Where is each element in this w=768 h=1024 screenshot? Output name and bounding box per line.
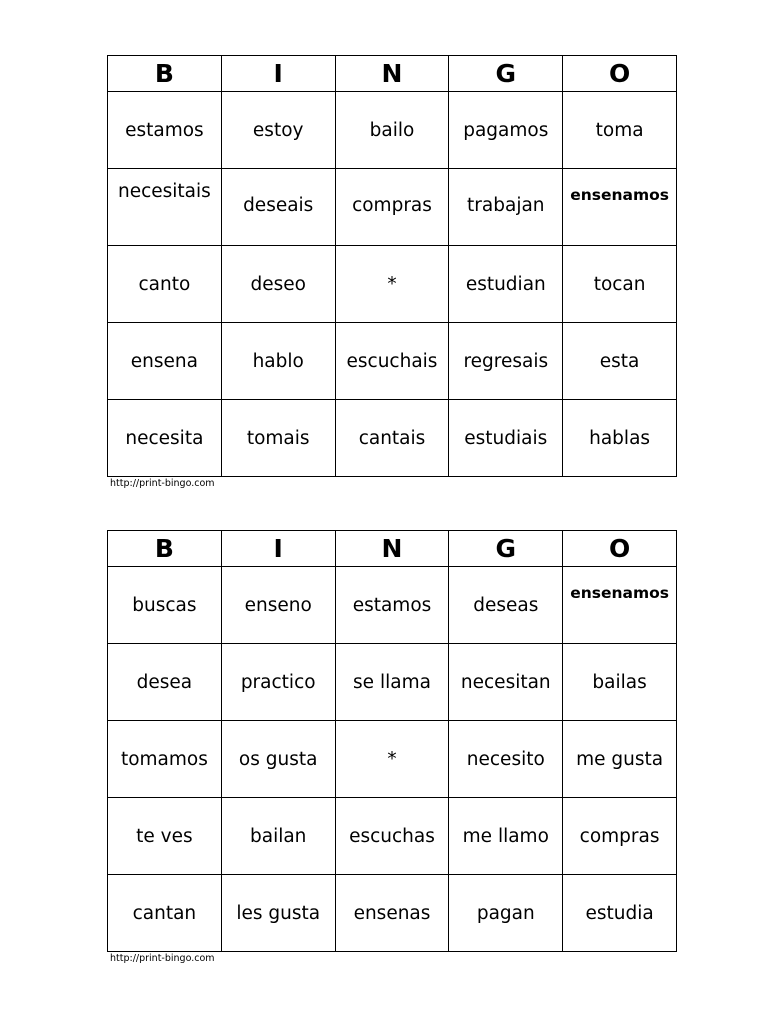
bingo-cell: ensenamos: [563, 169, 677, 246]
bingo-header-row: [108, 56, 677, 92]
bingo-row: [108, 875, 677, 952]
bingo-cell: trabajan: [449, 169, 563, 246]
footer-url: http://print-bingo.com: [110, 478, 215, 489]
bingo-cell: bailas: [563, 644, 677, 721]
bingo-grid: [107, 530, 677, 952]
footer-url: http://print-bingo.com: [110, 953, 215, 964]
bingo-cell: canto: [108, 246, 222, 323]
bingo-grid: [107, 55, 677, 477]
bingo-cell: tocan: [563, 246, 677, 323]
bingo-row: [108, 246, 677, 323]
bingo-row: [108, 798, 677, 875]
header-letter-n: N: [335, 56, 449, 92]
bingo-row: [108, 323, 677, 400]
bingo-cell: estudian: [449, 246, 563, 323]
bingo-cell: estamos: [108, 92, 222, 169]
bingo-cell: estamos: [335, 567, 449, 644]
bingo-row: [108, 92, 677, 169]
bingo-cell: hablo: [221, 323, 335, 400]
bingo-cell: hablas: [563, 400, 677, 477]
bingo-cell: te ves: [108, 798, 222, 875]
bingo-cell: necesitais: [108, 169, 222, 246]
bingo-cell: escuchais: [335, 323, 449, 400]
bingo-cell: se llama: [335, 644, 449, 721]
bingo-cell: desea: [108, 644, 222, 721]
bingo-cell: estudiais: [449, 400, 563, 477]
bingo-cell: enseno: [221, 567, 335, 644]
bingo-cell: ensenamos: [563, 567, 677, 644]
bingo-row: [108, 567, 677, 644]
header-letter-o: O: [563, 531, 677, 567]
bingo-row: [108, 644, 677, 721]
bingo-cell: me gusta: [563, 721, 677, 798]
free-space-cell: *: [335, 246, 449, 323]
bingo-row: [108, 169, 677, 246]
bingo-cell: esta: [563, 323, 677, 400]
bingo-card-1: [107, 55, 677, 490]
bingo-cell: pagamos: [449, 92, 563, 169]
bingo-cell: me llamo: [449, 798, 563, 875]
bingo-cell: deseo: [221, 246, 335, 323]
bingo-cell: ensena: [108, 323, 222, 400]
bingo-cell: cantais: [335, 400, 449, 477]
header-letter-i: I: [221, 531, 335, 567]
bingo-row: [108, 400, 677, 477]
bingo-cell: deseas: [449, 567, 563, 644]
header-letter-i: I: [221, 56, 335, 92]
bingo-cell: necesitan: [449, 644, 563, 721]
header-letter-n: N: [335, 531, 449, 567]
bingo-cell: practico: [221, 644, 335, 721]
bingo-cell: compras: [563, 798, 677, 875]
free-space-cell: *: [335, 721, 449, 798]
bingo-cell: ensenas: [335, 875, 449, 952]
bingo-cell: tomais: [221, 400, 335, 477]
bingo-cell: regresais: [449, 323, 563, 400]
bingo-cell: deseais: [221, 169, 335, 246]
header-letter-g: G: [449, 56, 563, 92]
header-letter-g: G: [449, 531, 563, 567]
bingo-cell: os gusta: [221, 721, 335, 798]
bingo-cell: bailan: [221, 798, 335, 875]
bingo-cell: buscas: [108, 567, 222, 644]
bingo-cell: compras: [335, 169, 449, 246]
bingo-cell: pagan: [449, 875, 563, 952]
bingo-cell: bailo: [335, 92, 449, 169]
bingo-cell: les gusta: [221, 875, 335, 952]
bingo-cell: necesita: [108, 400, 222, 477]
bingo-row: [108, 721, 677, 798]
bingo-cell: necesito: [449, 721, 563, 798]
bingo-cell: toma: [563, 92, 677, 169]
header-letter-b: B: [108, 56, 222, 92]
bingo-cell: estoy: [221, 92, 335, 169]
bingo-cell: estudia: [563, 875, 677, 952]
header-letter-b: B: [108, 531, 222, 567]
header-letter-o: O: [563, 56, 677, 92]
bingo-cell: cantan: [108, 875, 222, 952]
bingo-card-2: [107, 530, 677, 965]
bingo-cell: escuchas: [335, 798, 449, 875]
bingo-header-row: [108, 531, 677, 567]
bingo-cell: tomamos: [108, 721, 222, 798]
